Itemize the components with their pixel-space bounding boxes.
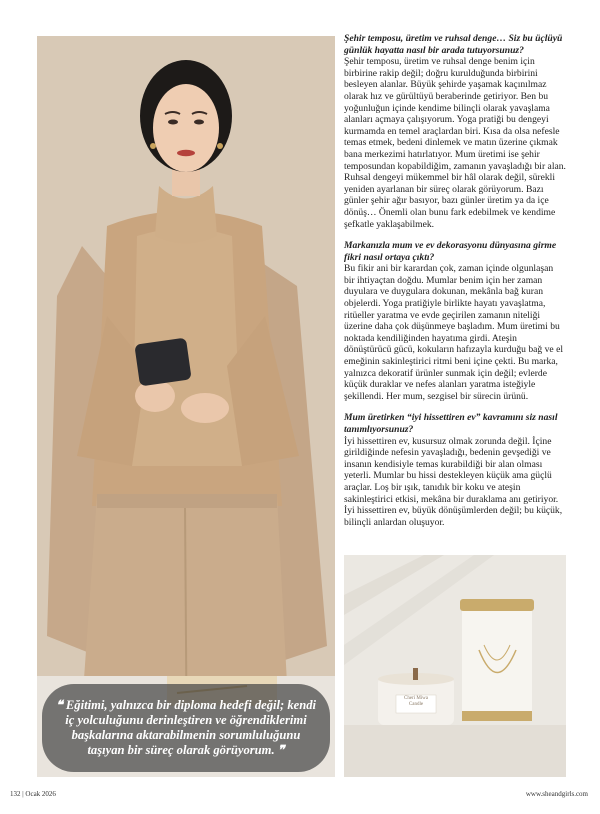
candle-label [396, 696, 436, 708]
portrait-photo [37, 36, 335, 777]
pull-quote-box [42, 684, 330, 772]
footer-website: www.sheandgirls.com [525, 790, 588, 798]
answer-3: İyi hissettiren ev, kusursuz olmak zorunda değil. İçine girildiğinde nefesin yavaşladığı, bedenin gevşediği ve insanın kendisiyle temas kurabildiği bir alan olması yeterli. Mumlar bu hissi destekleyen küçük ama güçlü araçlar. Loş bir ışık, tanıdık bir koku ve ateşin sakinleştirici etkisi, mekâna bir duraklama anı getiriyor. İyi hissettiren ev, büyük dönüşümlerden değil; bu küçük, bilinçli anlardan oluşuyor. [344, 435, 563, 528]
interview-article [344, 33, 566, 538]
issue-date: Ocak 2026 [25, 790, 56, 798]
pull-quote: Eğitimi, yalnızca bir diploma hedefi değil; kendi iç yolculuğunu derinleştiren ve öğrendiklerimi başkalarına aktarabilmenin sorumluluğunu taşıyan bir süreç olarak görüyorum. [65, 698, 317, 757]
pull-quote-text [54, 698, 318, 758]
question-2: Markanızla mum ve ev dekorasyonu dünyasına girme fikri nasıl ortaya çıktı? [344, 240, 557, 263]
answer-2: Bu fikir ani bir karardan çok, zaman içinde olgunlaşan bir ihtiyaçtan doğdu. Mumlar benim için her zaman duyulara ve duygulara dokunan, mekânla bağ kuran objelerdi. Yoga pratiğiyle birlikte hayatı yavaşlatma, ritüeller yaratma ve evde geçirilen zamanın niteliği üzerine daha çok düşünmeye başladım. Mum üretimi bu noktada kendiliğinden hayatıma girdi. Ateşin dönüştürücü gücü, kokuların hafızayla kurduğu bağ ve el emeğinin sakinleştirici ritmi beni içine çekti. Bu marka, yalnızca dekoratif ürünler sunmak için değil; evlerde küçük duraklar ve nefes alanları yaratma isteğiyle şekillendi. Her mum, sezgisel bir sürecin ürünü. [344, 263, 563, 402]
footer-separator: | [22, 790, 24, 798]
candle-label-brand: Cheri Miwa [403, 696, 429, 701]
quote-close-icon: ❞ [277, 743, 285, 757]
quote-open-icon: ❝ [55, 698, 63, 712]
product-photo [344, 555, 566, 777]
page-number: 132 [10, 790, 21, 798]
candle-label-type: Candle [408, 702, 424, 707]
question-3: Mum üretirken “iyi hissettiren ev” kavramını siz nasıl tanımlıyorsunuz? [344, 412, 558, 435]
candle-products-illustration [344, 555, 566, 777]
footer-page-info [10, 790, 56, 798]
answer-1: Şehir temposu, üretim ve ruhsal denge benim için birbirine rakip değil; doğru kurulduğunda birbirini besleyen alanlar. Büyük şehirde yaşamak kaçınılmaz olarak hız ve gürültüyü beraberinde getiriyor. Ben bu yoğunluğun içinde kendime bilinçli olarak yavaşlama alanları açmaya çalışıyorum. Yoga pratiği bu dengeyi kurmamda en temel araçlardan biri. Kısa da olsa nefesle temas etmek, bedeni dinlemek ve matın üzerine çıkmak bana merkezimi hatırlatıyor. Mum üretimi ise şehir temposundan kopabildiğim, zamanın yavaşladığı bir alan. Ruhsal dengeyi mükemmel bir hâl olarak değil, sürekli yeniden ayarlanan bir süreç olarak görüyorum. Bazı günler şehir ağır basıyor, bazı günler üretim ya da içe dönüş… Önemli olan bunu fark edebilmek ve kendime şefkatle yaklaşabilmek. [344, 56, 566, 230]
question-1: Şehir temposu, üretim ve ruhsal denge… Siz bu üçlüyü günlük hayatta nasıl bir arada tutuyorsunuz? [344, 33, 563, 56]
woman-figure-illustration [37, 36, 335, 777]
